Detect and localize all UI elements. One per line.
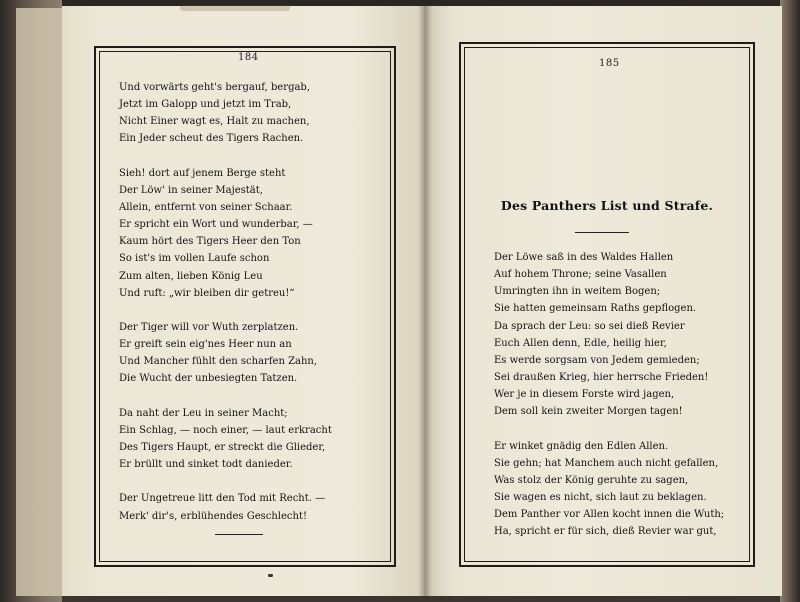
poem-line: Er brüllt und sinket todt danieder. (119, 459, 293, 471)
paper-stain (180, 5, 290, 11)
poem-line: Euch Allen denn, Edle, heilig hier, (494, 337, 667, 349)
poem-line: Was stolz der König geruhte zu sagen, (494, 474, 689, 486)
poem-line: Allein, entfernt von seiner Schaar. (119, 201, 293, 213)
poem-line: Jetzt im Galopp und jetzt im Trab, (119, 99, 292, 111)
poem-line: Sie wagen es nicht, sich laut zu beklagen. (494, 491, 707, 503)
poem-line: Auf hohem Throne; seine Vasallen (494, 269, 667, 281)
poem-line: Sie hatten gemeinsam Raths gepflogen. (494, 303, 697, 315)
poem-line: Kaum hört des Tigers Heer den Ton (119, 236, 301, 248)
left-page-number: 184 (238, 52, 259, 63)
stanza-break (119, 148, 332, 165)
poem-line: Er greift sein eig'nes Heer nun an (119, 339, 292, 351)
right-page-number: 185 (599, 58, 620, 69)
stanza-break (119, 388, 332, 405)
poem-line: Und vorwärts geht's bergauf, bergab, (119, 82, 311, 93)
poem-line: Die Wucht der unbesiegten Tatzen. (119, 373, 298, 385)
poem-line: Zum alten, lieben König Leu (119, 270, 263, 282)
page-edges (16, 8, 66, 596)
poem-line: Der Löw' in seiner Majestät, (119, 184, 263, 196)
poem-line: Der Tiger will vor Wuth zerplatzen. (119, 321, 299, 333)
book-gutter (418, 6, 432, 596)
poem-line: Ha, spricht er für sich, dieß Revier war gut, (494, 526, 717, 538)
poem-line: Sei draußen Krieg, hier herrsche Frieden! (494, 371, 709, 383)
poem-line: Merk' dir's, erblühendes Geschlecht! (119, 510, 307, 522)
poem-line: Da naht der Leu in seiner Macht; (119, 407, 288, 419)
title-rule (575, 232, 629, 233)
poem-line: Der Löwe saß in des Waldes Hallen (494, 252, 674, 263)
poem-line: Des Tigers Haupt, er streckt die Glieder, (119, 441, 326, 453)
stanza-break (119, 302, 332, 319)
poem-line: Ein Jeder scheut des Tigers Rachen. (119, 133, 304, 145)
book-cover-right (780, 0, 800, 602)
poem-line: Der Ungetreue litt den Tod mit Recht. — (119, 493, 326, 505)
stanza-break (119, 473, 332, 490)
poem-line: Er spricht ein Wort und wunderbar, — (119, 219, 313, 231)
poem-line: Dem Panther vor Allen kocht innen die Wuth; (494, 509, 725, 521)
left-poem-text (119, 79, 332, 525)
poem-line: Dem soll kein zweiter Morgen tagen! (494, 406, 683, 418)
poem-line: Umringten ihn in weitem Bogen; (494, 286, 661, 298)
poem-line: Und ruft: „wir bleiben dir getreu!“ (119, 287, 295, 299)
poem-line: Ein Schlag, — noch einer, — laut erkracht (119, 424, 332, 436)
poem-line: Er winket gnädig den Edlen Allen. (494, 440, 669, 452)
poem-line: Es werde sorgsam von Jedem gemieden; (494, 354, 700, 366)
poem-line: Und Mancher fühlt den scharfen Zahn, (119, 356, 318, 368)
stanza-break (494, 420, 724, 437)
poem-title: Des Panthers List und Strafe. (500, 198, 714, 213)
poem-line: Wer je in diesem Forste wird jagen, (494, 389, 675, 401)
signature-mark (268, 574, 273, 577)
poem-line: Sieh! dort auf jenem Berge steht (119, 167, 286, 179)
end-rule (215, 534, 263, 535)
poem-line: So ist's im vollen Laufe schon (119, 253, 270, 265)
poem-line: Da sprach der Leu: so sei dieß Revier (494, 320, 685, 332)
poem-line: Sie gehn; hat Manchem auch nicht gefallen, (494, 457, 719, 469)
right-poem-text (494, 249, 724, 540)
poem-line: Nicht Einer wagt es, Halt zu machen, (119, 116, 310, 128)
